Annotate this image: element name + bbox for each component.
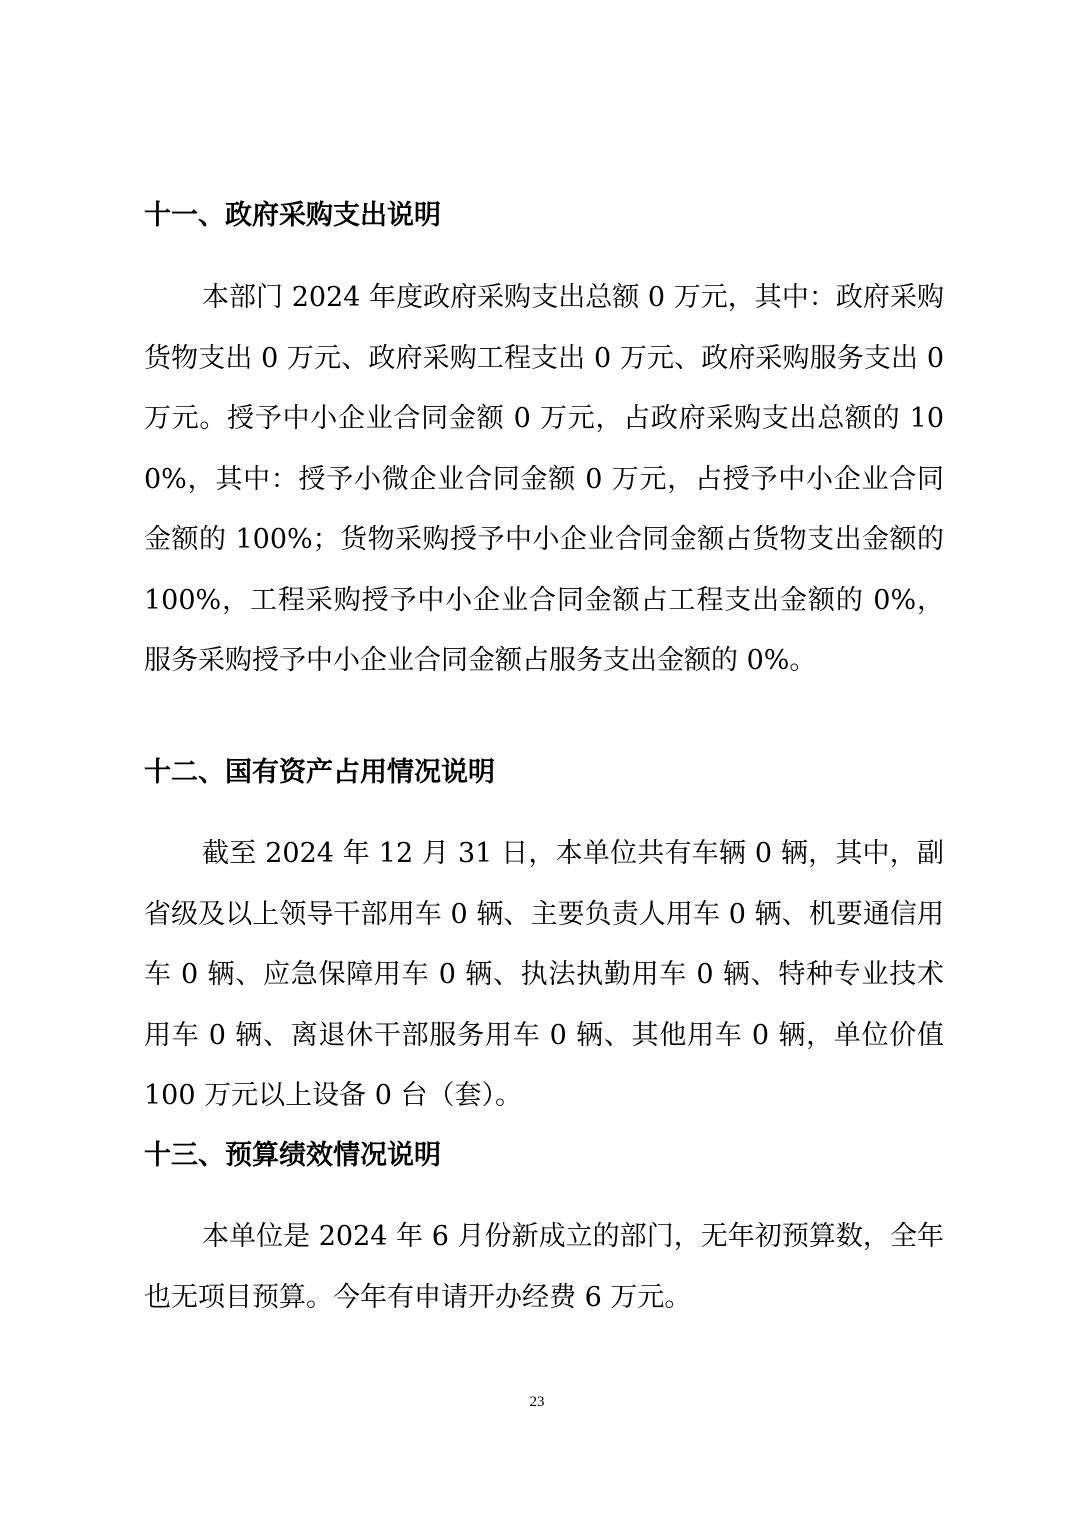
section-11-heading: 十一、政府采购支出说明 bbox=[144, 200, 441, 231]
section-11-paragraph: 本部门 2024 年度政府采购支出总额 0 万元，其中：政府采购货物支出 0 万元、政府采购工程支出 0 万元、政府采购服务支出 0 万元。授予中小企业合同金额 0 万元，占政府采购支出总额的 100%，其中：授予小微企业合同金额 0 万元，占授予中小企业合同金额的 100%；货物采购授予中小企业合同金额占货物支出金额的 100%，工程采购授予中小企业合同金额占工程支出金额的 0%，服务采购授予中小企业合同金额占服务支出金额的 0%。 bbox=[144, 282, 944, 676]
section-13-paragraph: 本单位是 2024 年 6 月份新成立的部门，无年初预算数，全年也无项目预算。今年有申请开办经费 6 万元。 bbox=[144, 1221, 944, 1313]
page-number: 23 bbox=[529, 1394, 545, 1410]
section-12-paragraph: 截至 2024 年 12 月 31 日，本单位共有车辆 0 辆，其中，副省级及以上领导干部用车 0 辆、主要负责人用车 0 辆、机要通信用车 0 辆、应急保障用车 0 辆、执法执勤用车 0 辆、特种专业技术用车 0 辆、离退休干部服务用车 0 辆、其他用车 0 辆，单位价值 100 万元以上设备 0 台（套）。 bbox=[144, 838, 944, 1111]
section-13-heading: 十三、预算绩效情况说明 bbox=[144, 1140, 441, 1171]
section-12-heading: 十二、国有资产占用情况说明 bbox=[144, 757, 495, 788]
